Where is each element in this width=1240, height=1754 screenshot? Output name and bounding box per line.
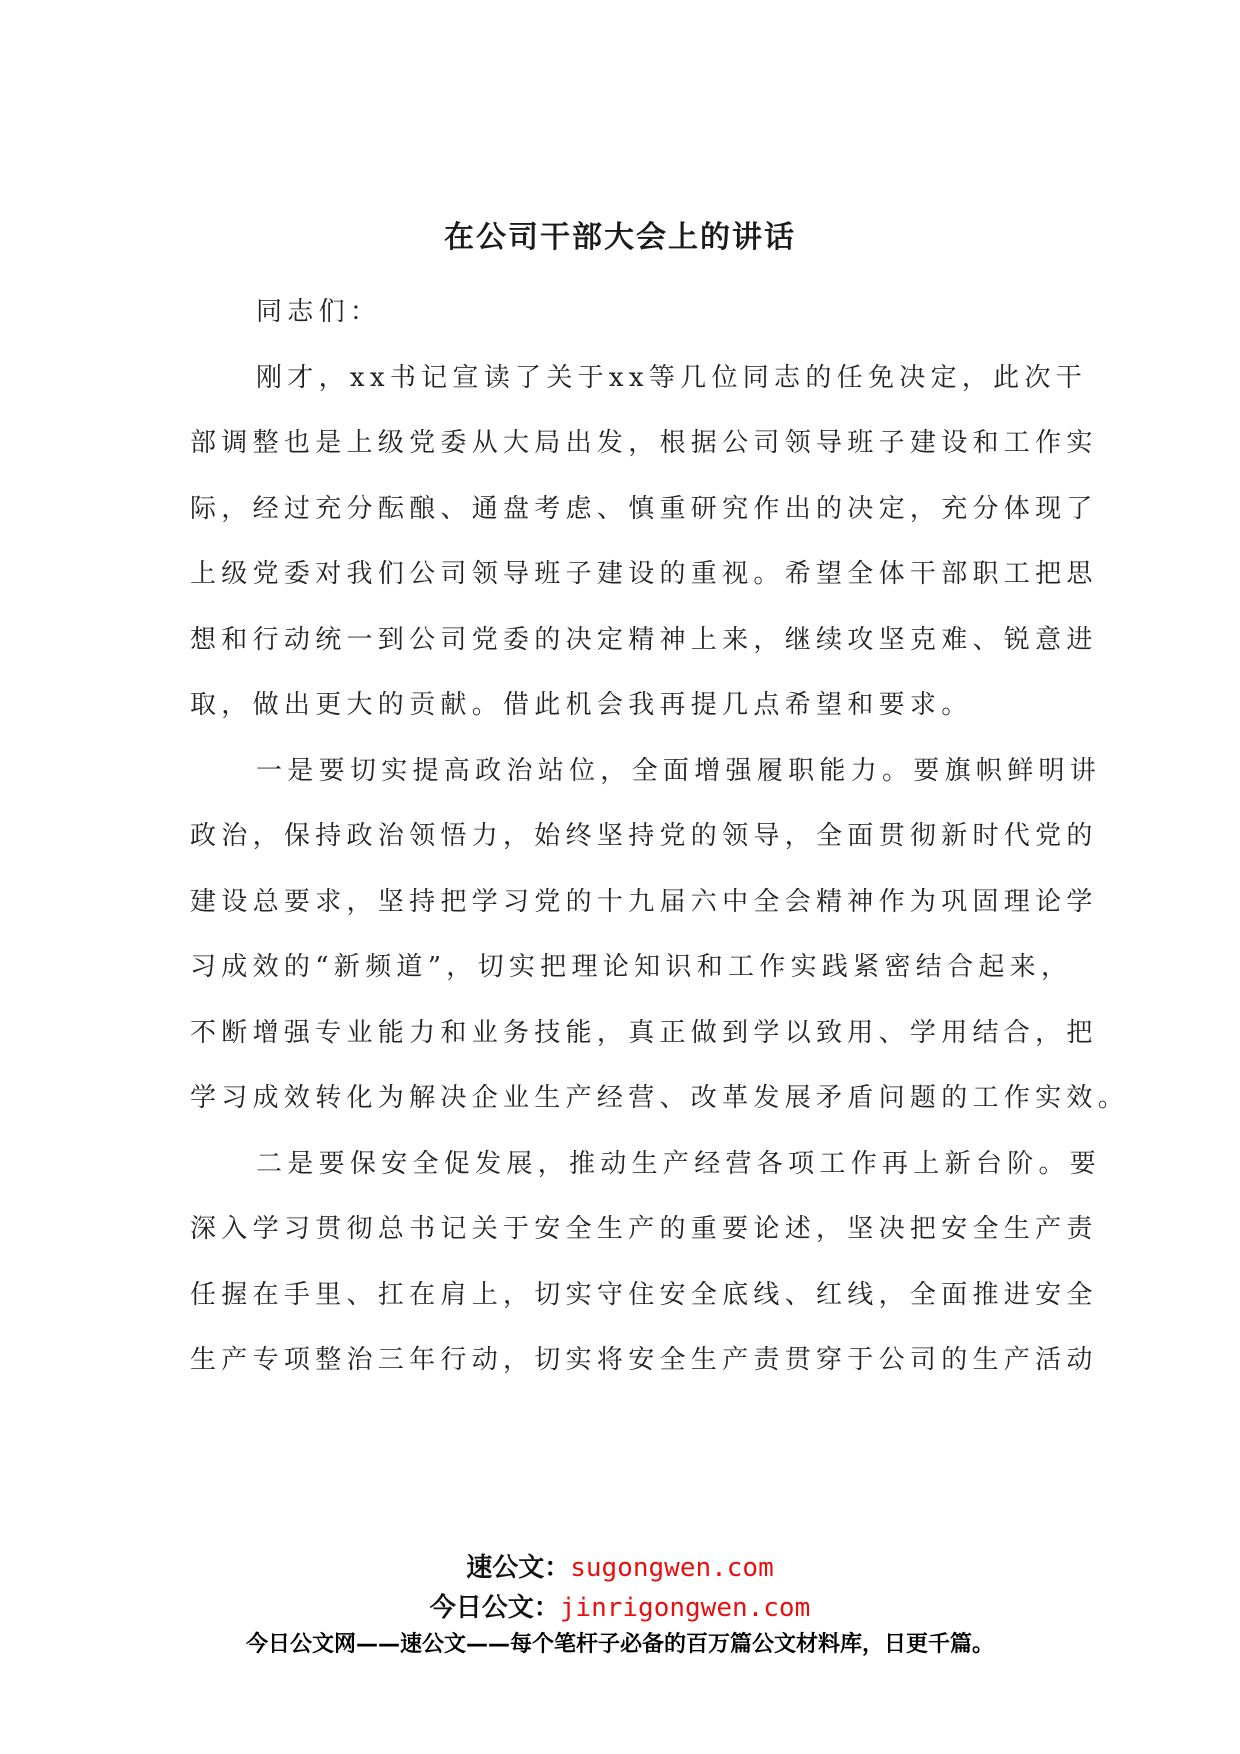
footer-link-jinrigongwen[interactable]: jinrigongwen.com bbox=[559, 1593, 811, 1623]
paragraph-lines bbox=[190, 346, 1130, 1394]
text-line: 深入学习贯彻总书记关于安全生产的重要论述，坚决把安全生产责 bbox=[190, 1214, 1098, 1244]
text-line: 政治，保持政治领悟力，始终坚持党的领导，全面贯彻新时代党的 bbox=[190, 821, 1098, 851]
text-line: 建设总要求，坚持把学习党的十九届六中全会精神作为巩固理论学 bbox=[190, 886, 1098, 917]
text-line: 生产专项整治三年行动，切实将安全生产责贯穿于公司的生产活动 bbox=[190, 1345, 1098, 1375]
text-line: 部调整也是上级党委从大局出发，根据公司领导班子建设和工作实 bbox=[190, 428, 1098, 458]
text-line: 不断增强专业能力和业务技能，真正做到学以致用、学用结合，把 bbox=[190, 1017, 1098, 1048]
document-body bbox=[190, 280, 1130, 1394]
footer-label-sugongwen: 速公文： bbox=[466, 1553, 571, 1583]
footer-sugongwen bbox=[0, 1547, 1240, 1584]
text-line: 一是要切实提高政治站位，全面增强履职能力。要旗帜鲜明讲 bbox=[256, 755, 1102, 786]
text-line: 习成效的“新频道”，切实把理论知识和工作实践紧密结合起来， bbox=[190, 952, 1073, 982]
text-line: 任握在手里、扛在肩上，切实守住安全底线、红线，全面推进安全 bbox=[190, 1279, 1098, 1310]
text-line: 刚才，xx书记宣读了关于xx等几位同志的任免决定，此次干 bbox=[256, 362, 1088, 393]
footer-slogan: 今日公文网——速公文——每个笔杆子必备的百万篇公文材料库，日更千篇。 bbox=[245, 1632, 994, 1657]
footer-jinrigongwen bbox=[0, 1587, 1240, 1624]
document-title: 在公司干部大会上的讲话 bbox=[444, 220, 796, 255]
text-line: 际，经过充分酝酿、通盘考虑、慎重研究作出的决定，充分体现了 bbox=[190, 493, 1098, 524]
text-line: 上级党委对我们公司领导班子建设的重视。希望全体干部职工把思 bbox=[190, 559, 1098, 589]
footer-link-sugongwen[interactable]: sugongwen.com bbox=[570, 1553, 774, 1583]
salutation: 同志们： bbox=[256, 297, 382, 327]
text-line: 学习成效转化为解决企业生产经营、改革发展矛盾问题的工作实效。 bbox=[190, 1083, 1130, 1113]
text-line: 二是要保安全促发展，推动生产经营各项工作再上新台阶。要 bbox=[256, 1148, 1102, 1179]
text-line: 想和行动统一到公司党委的决定精神上来，继续攻坚克难、锐意进 bbox=[190, 624, 1098, 655]
footer-label-jinrigongwen: 今日公文： bbox=[429, 1593, 560, 1623]
text-line: 取，做出更大的贡献。借此机会我再提几点希望和要求。 bbox=[190, 690, 973, 720]
